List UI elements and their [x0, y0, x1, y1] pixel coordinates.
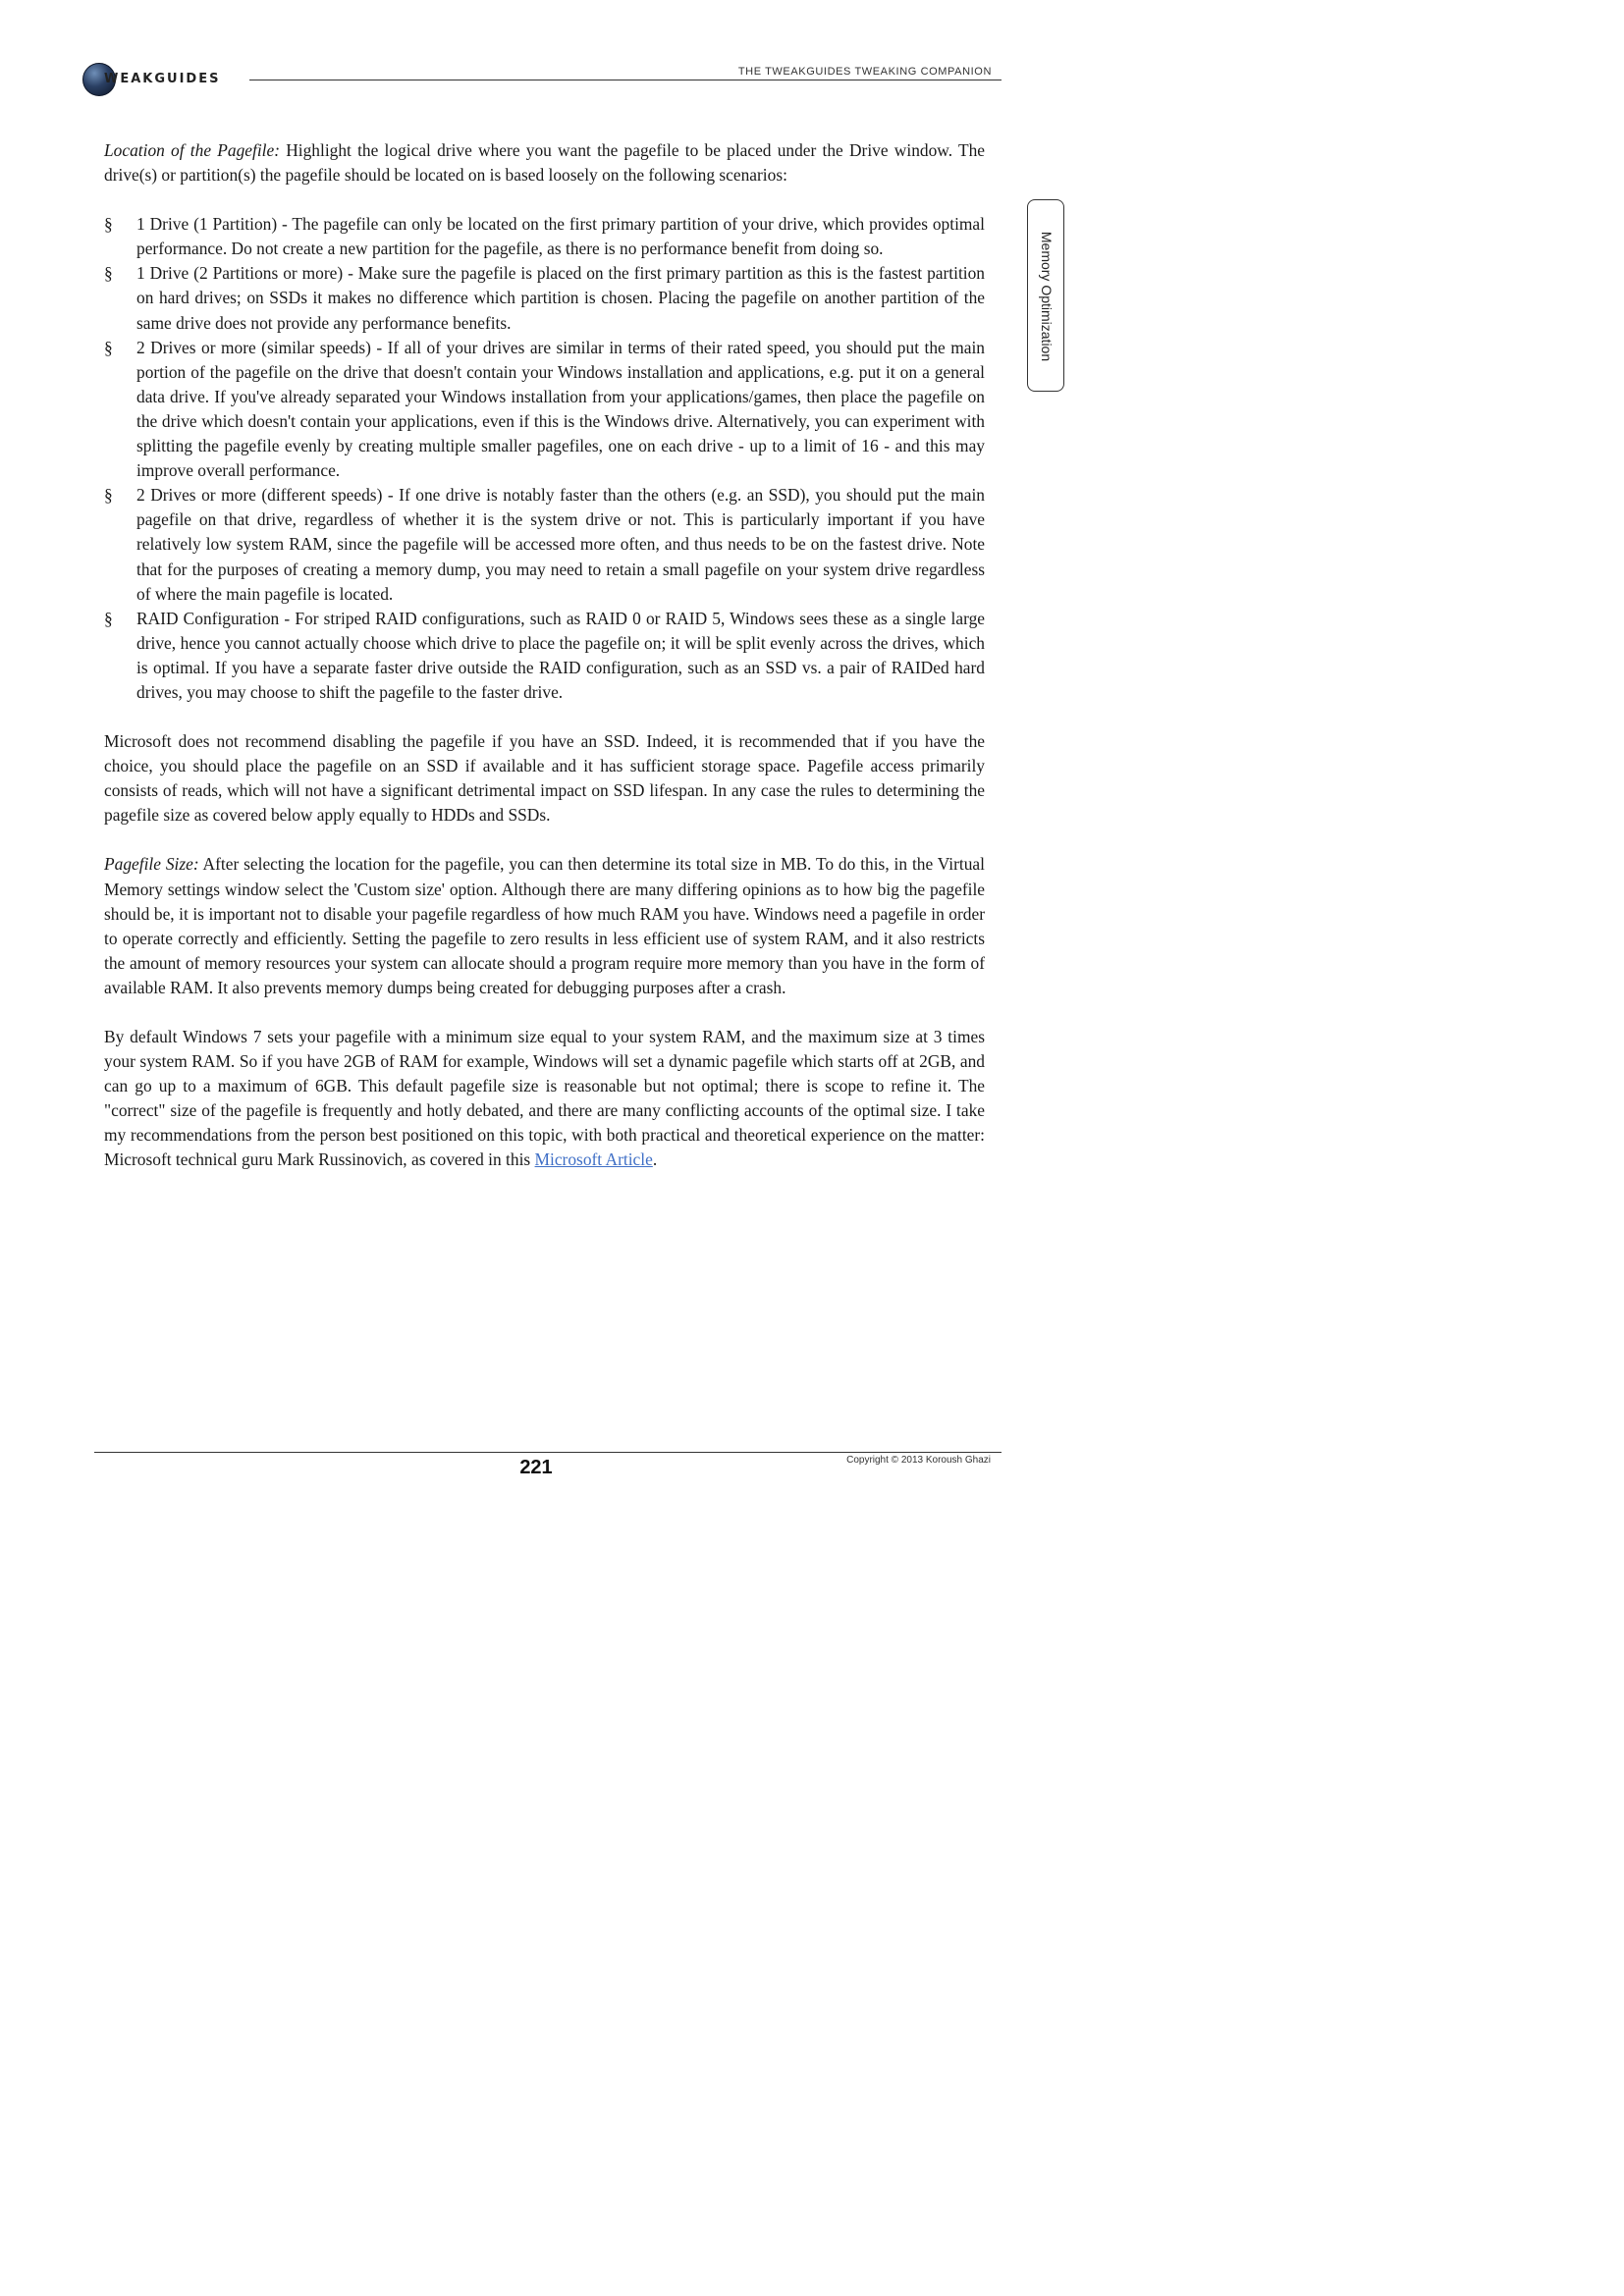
microsoft-article-link[interactable]: Microsoft Article [534, 1149, 653, 1170]
list-item [104, 483, 985, 606]
default-size-text: By default Windows 7 sets your pagefile with a minimum size equal to your system RAM, and the maximum size at 3 times your system RAM. So if you have 2GB of RAM for example, Windows will set a dynamic pagefile which starts off at 2GB, and can go up to a maximum of 6GB. This default pagefile size is reasonable but not optimal; there is scope to refine it. The "correct" size of the pagefile is frequently and hotly debated, and there are many conflicting accounts of the optimal size. I take my recommendations from the person best positioned on this topic, with both practical and theoretical experience on the matter: Microsoft technical guru Mark Russinovich, as covered in this [104, 1027, 985, 1170]
page-content [104, 138, 985, 1173]
list-item-text: 2 Drives or more (different speeds) - If one drive is notably faster than the others (e.g. an SSD), you should put the main pagefile on that drive, regardless of whether it is the system drive or not. This is particularly important if you have relatively low system RAM, since the pagefile will be accessed more often, and thus needs to be on the fastest drive. Note that for the purposes of creating a memory dump, you may need to retain a small pagefile on your system drive regardless of where the main pagefile is located. [136, 485, 985, 604]
section-side-tab [1027, 199, 1064, 392]
header-title: THE TWEAKGUIDES TWEAKING COMPANION [737, 66, 992, 78]
page-number: 221 [519, 1457, 553, 1478]
section-mark-icon: § [104, 485, 113, 506]
section-mark-icon: § [104, 214, 113, 235]
intro-label: Location of the Pagefile: [104, 140, 280, 160]
pagefile-size-text: After selecting the location for the pagefile, you can then determine its total size in MB. To do this, in the Virtual Memory settings window select the 'Custom size' option. Although there are many differing opinions as to how big the pagefile should be, it is important not to disable your pagefile regardless of how much RAM you have. Windows need a pagefile in order to operate correctly and efficiently. Setting the pagefile to zero results in less efficient use of system RAM, and it also restricts the amount of memory resources your system can allocate should a program require more memory than you have in the form of available RAM. It also prevents memory dumps being created for debugging purposes after a crash. [104, 854, 985, 997]
list-item-text: 1 Drive (2 Partitions or more) - Make sure the pagefile is placed on the first primary partition as this is the fastest partition on hard drives; on SSDs it makes no difference which partition is chosen. Placing the pagefile on another partition of the same drive does not provide any performance benefits. [136, 263, 985, 333]
default-size-paragraph [104, 1025, 985, 1173]
section-mark-icon: § [104, 337, 113, 357]
intro-paragraph [104, 138, 985, 187]
default-size-trailing: . [652, 1149, 658, 1170]
list-item [104, 607, 985, 705]
tweakguides-logo [82, 63, 240, 96]
side-tab-label: Memory Optimization [1039, 231, 1055, 362]
list-item [104, 212, 985, 261]
section-mark-icon: § [104, 608, 113, 628]
pagefile-size-label: Pagefile Size: [104, 854, 199, 875]
ssd-paragraph: Microsoft does not recommend disabling the pagefile if you have an SSD. Indeed, it is recommended that if you have the choice, you should place the pagefile on an SSD if available and it has sufficient storage space. Pagefile access primarily consists of reads, which will not have a significant detrimental impact on SSD lifespan. In any case the rules to determining the pagefile size as covered below apply equally to HDDs and SSDs. [104, 731, 985, 826]
intro-text: Highlight the logical drive where you want the pagefile to be placed under the Drive window. The drive(s) or partition(s) the pagefile should be located on is based loosely on the following scenarios: [104, 140, 986, 186]
list-item-text: 2 Drives or more (similar speeds) - If all of your drives are similar in terms of their rated speed, you should put the main portion of the pagefile on the drive that doesn't contain your Windows installation and applications, e.g. put it on a general data drive. If you've already separated your Windows installation from your applications/games, then place the pagefile on the drive which doesn't contain your applications, even if this is the Windows drive. Alternatively, you can experiment with splitting the pagefile evenly by creating multiple smaller pagefiles, one on each drive - up to a limit of 16 - and this may improve overall performance. [136, 337, 985, 481]
pagefile-size-paragraph [104, 852, 985, 1000]
list-item [104, 336, 985, 484]
list-item [104, 261, 985, 335]
logo-text: WEAKGUIDES [104, 72, 221, 86]
section-mark-icon: § [104, 263, 113, 284]
list-item-text: 1 Drive (1 Partition) - The pagefile can only be located on the first primary partition of your drive, which provides optimal performance. Do not create a new partition for the pagefile, as there is no performance benefit from doing so. [136, 214, 985, 259]
list-item-text: RAID Configuration - For striped RAID configurations, such as RAID 0 or RAID 5, Windows sees these as a single large drive, hence you cannot actually choose which drive to place the pagefile on; it will be split evenly across the drives, which is optimal. If you have a separate faster drive outside the RAID configuration, such as an SSD vs. a pair of RAIDed hard drives, you may choose to shift the pagefile to the faster drive. [136, 608, 985, 702]
scenario-list [104, 212, 985, 705]
copyright-notice: Copyright © 2013 Koroush Ghazi [846, 1455, 991, 1466]
footer-rule [94, 1452, 1001, 1453]
